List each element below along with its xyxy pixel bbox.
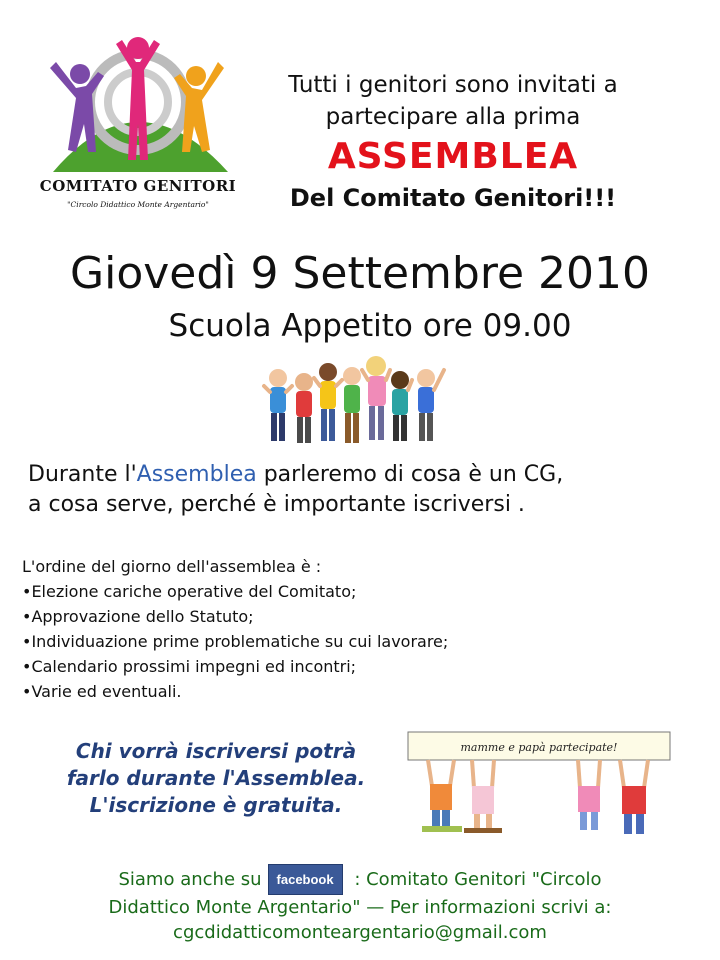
- children-illustration-icon: [258, 356, 458, 451]
- agenda: [22, 554, 682, 704]
- signup-line-3: L'iscrizione è gratuita.: [89, 793, 343, 817]
- logo-title: COMITATO GENITORI: [39, 177, 237, 195]
- agenda-item: • Varie ed eventuali.: [22, 679, 682, 704]
- intro-line-1: [28, 460, 708, 490]
- intro-line-2: a cosa serve, perché è importante iscriversi .: [28, 492, 525, 517]
- comitato-logo: [38, 32, 238, 222]
- footer-suffix: : Comitato Genitori "Circolo: [348, 869, 602, 890]
- footer: [20, 864, 700, 945]
- facebook-badge[interactable]: facebook: [268, 864, 343, 895]
- parents-figures-icon: [38, 32, 238, 182]
- signup-line-1: Chi vorrà iscriversi potrà: [75, 739, 357, 763]
- intro-after: parleremo di cosa è un CG,: [256, 462, 564, 487]
- footer-line-1: [20, 864, 700, 895]
- footer-line-2: Didattico Monte Argentario" — Per informazioni scrivi a:: [108, 897, 612, 918]
- intro-highlight: Assemblea: [136, 462, 257, 487]
- signup-note: [46, 738, 386, 819]
- invite-line-2: partecipare alla prima: [325, 104, 581, 130]
- agenda-heading: L'ordine del giorno dell'assemblea è :: [22, 557, 322, 576]
- agenda-list: [22, 579, 682, 704]
- kids-banner-icon: [398, 726, 680, 842]
- footer-prefix: Siamo anche su: [118, 869, 262, 890]
- agenda-item: • Individuazione prime problematiche su cui lavorare;: [22, 629, 682, 654]
- intro-before: Durante l': [28, 462, 137, 487]
- headline-assemblea: ASSEMBLEA: [327, 136, 579, 177]
- event-date: Giovedì 9 Settembre 2010: [70, 248, 650, 299]
- agenda-item: • Approvazione dello Statuto;: [22, 604, 682, 629]
- invite-line-1: Tutti i genitori sono invitati a: [288, 72, 618, 98]
- comitato-line: Del Comitato Genitori!!!: [289, 184, 617, 212]
- intro-paragraph: [28, 460, 708, 520]
- contact-email[interactable]: cgcdidatticomonteargentario@gmail.com: [173, 922, 547, 943]
- agenda-item: • Elezione cariche operative del Comitato;: [22, 579, 682, 604]
- agenda-item: • Calendario prossimi impegni ed incontri;: [22, 654, 682, 679]
- logo-subtitle: "Circolo Didattico Monte Argentario": [67, 200, 209, 209]
- event-place-time: Scuola Appetito ore 09.00: [168, 308, 572, 344]
- banner-text: mamme e papà partecipate!: [460, 741, 618, 754]
- signup-line-2: farlo durante l'Assemblea.: [66, 766, 366, 790]
